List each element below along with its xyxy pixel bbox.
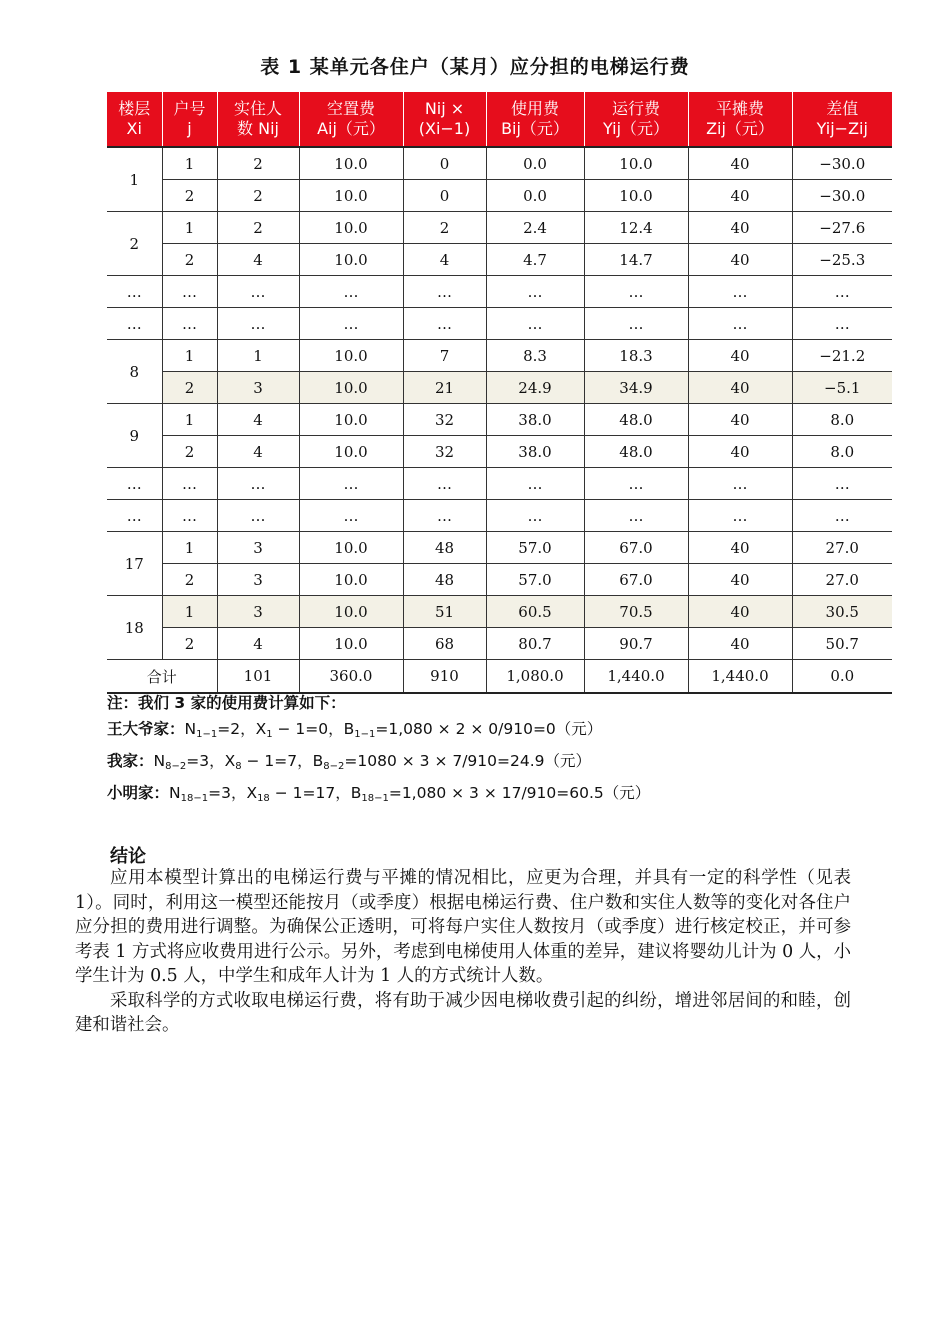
table-cell: 12.4	[584, 212, 688, 244]
table-cell: …	[162, 276, 217, 308]
table-cell: 2	[162, 372, 217, 404]
table-cell: 4	[217, 404, 299, 436]
conclusion-heading: 结论	[110, 846, 146, 867]
column-header-line: Nij ×	[424, 99, 465, 118]
table-cell: 40	[688, 372, 792, 404]
table-cell: 10.0	[299, 404, 403, 436]
table-cell: 40	[688, 147, 792, 180]
table-cell: 10.0	[299, 180, 403, 212]
note-name-mine: 我家：	[107, 752, 154, 770]
note-text: =2，X	[217, 720, 267, 738]
table-cell: 18.3	[584, 340, 688, 372]
table-cell: 10.0	[299, 564, 403, 596]
table-row	[107, 276, 892, 308]
table-title: 表 1 某单元各住户（某月）应分担的电梯运行费	[260, 56, 690, 78]
table-cell: …	[162, 308, 217, 340]
table-cell: −30.0	[792, 180, 892, 212]
table-cell: …	[217, 308, 299, 340]
table-row	[107, 500, 892, 532]
table-cell: 40	[688, 244, 792, 276]
note-line-wang	[107, 716, 650, 748]
table-cell: 8.3	[486, 340, 584, 372]
table-row	[107, 308, 892, 340]
table-cell: 10.0	[299, 596, 403, 628]
table-cell: …	[584, 500, 688, 532]
table-cell: 40	[688, 532, 792, 564]
note-subscript: 18	[257, 793, 270, 804]
column-header-line: 运行费	[611, 99, 660, 118]
table-cell: 1	[162, 340, 217, 372]
column-header	[162, 92, 217, 147]
table-cell: 10.0	[299, 340, 403, 372]
note-text: − 1=17，B	[269, 784, 362, 802]
column-header	[688, 92, 792, 147]
table-cell: …	[584, 468, 688, 500]
total-label: 合计	[107, 660, 217, 694]
table-cell: 27.0	[792, 564, 892, 596]
note-subscript: 8−2	[323, 761, 345, 772]
column-header-line: 空置费	[326, 99, 375, 118]
column-header-line: Bij（元）	[501, 119, 569, 138]
table-cell: …	[584, 308, 688, 340]
column-header-line: Yij−Zij	[816, 119, 868, 138]
table-cell: 32	[403, 436, 486, 468]
note-subscript: 1−1	[196, 729, 218, 740]
table-row	[107, 532, 892, 564]
column-header	[217, 92, 299, 147]
column-header	[792, 92, 892, 147]
table-cell: 48	[403, 532, 486, 564]
table-cell: 40	[688, 212, 792, 244]
conclusion-paragraph: 应用本模型计算出的电梯运行费与平摊的情况相比，应更为合理，并具有一定的科学性（见表 1）。同时，利用这一模型还能按月（或季度）根据电梯运行费、住户数和实住人数等的变化对各住户应分担的费用进行调整。为确保公正透明，可将每户实住人数按月（或季度）进行核定校正，并可参考表 1 方式将应收费用进行公示。另外，考虑到电梯使用人体重的差异，建议将婴幼儿计为 0 人，小学生计为 0.5 人，中学生和成年人计为 1 人的方式统计人数。	[75, 868, 851, 986]
table-cell: …	[299, 276, 403, 308]
table-cell: 1	[162, 532, 217, 564]
table-cell: …	[403, 500, 486, 532]
column-header-line: 使用费	[510, 99, 559, 118]
note-subscript: 18−1	[180, 793, 209, 804]
notes-heading: 注：我们 3 家的使用费计算如下：	[107, 694, 346, 712]
table-cell: 0.0	[486, 147, 584, 180]
table-cell: −5.1	[792, 372, 892, 404]
table-cell: 57.0	[486, 564, 584, 596]
note-subscript: 1	[266, 729, 273, 740]
calculation-notes	[107, 690, 650, 812]
table-cell: …	[403, 468, 486, 500]
table-cell: 1	[162, 596, 217, 628]
table-cell: …	[486, 308, 584, 340]
table-cell: 0.0	[486, 180, 584, 212]
table-row	[107, 180, 892, 212]
table-cell: 2	[217, 212, 299, 244]
column-header-line: Aij（元）	[317, 119, 385, 138]
column-header-line: 实住人	[233, 99, 282, 118]
table-cell: 2	[162, 564, 217, 596]
total-cell: 1,440.0	[688, 660, 792, 694]
table-cell: 10.0	[299, 147, 403, 180]
table-cell: 7	[403, 340, 486, 372]
table-cell: 40	[688, 564, 792, 596]
table-row	[107, 372, 892, 404]
table-cell: 2	[403, 212, 486, 244]
table-cell: 40	[688, 404, 792, 436]
column-header-line: (Xi−1)	[418, 119, 471, 138]
table-cell: 2	[162, 628, 217, 660]
total-cell: 1,440.0	[584, 660, 688, 694]
table-row	[107, 244, 892, 276]
table-cell: 10.0	[299, 372, 403, 404]
table-cell: −30.0	[792, 147, 892, 180]
table-cell: …	[584, 276, 688, 308]
note-text: =1,080 × 2 × 0/910=0（元）	[375, 720, 603, 738]
table-row	[107, 564, 892, 596]
table-cell: 3	[217, 596, 299, 628]
table-row	[107, 404, 892, 436]
note-subscript: 8−2	[165, 761, 187, 772]
floor-cell: 8	[107, 340, 162, 404]
table-cell: 10.0	[299, 436, 403, 468]
table-cell: …	[688, 276, 792, 308]
table-cell: …	[299, 500, 403, 532]
table-cell: …	[162, 500, 217, 532]
table-cell: …	[217, 276, 299, 308]
column-header-line: j	[187, 119, 192, 138]
table-row	[107, 628, 892, 660]
table-cell: 2	[162, 436, 217, 468]
note-subscript: 18−1	[361, 793, 389, 804]
total-row	[107, 660, 892, 694]
table-cell: 10.0	[299, 212, 403, 244]
note-line-mine	[107, 748, 650, 780]
table-cell: 4	[217, 244, 299, 276]
elevator-fee-table	[107, 92, 892, 694]
table-cell: 4	[217, 436, 299, 468]
table-cell: 40	[688, 180, 792, 212]
floor-cell: …	[107, 308, 162, 340]
table-header	[107, 92, 892, 147]
total-cell: 0.0	[792, 660, 892, 694]
table-cell: 57.0	[486, 532, 584, 564]
table-cell: 27.0	[792, 532, 892, 564]
note-text: − 1=0，B	[272, 720, 355, 738]
column-header-line: 楼层	[118, 99, 151, 118]
table-cell: …	[792, 468, 892, 500]
column-header-line: 数 Nij	[237, 119, 279, 138]
table-cell: 1	[162, 147, 217, 180]
table-row	[107, 468, 892, 500]
table-cell: …	[217, 468, 299, 500]
table-cell: …	[486, 468, 584, 500]
table-cell: 1	[217, 340, 299, 372]
table-cell: 68	[403, 628, 486, 660]
table-cell: 1	[162, 212, 217, 244]
floor-cell: 1	[107, 147, 162, 212]
note-text: N	[169, 784, 181, 802]
column-header	[107, 92, 162, 147]
table-cell: 4	[403, 244, 486, 276]
table-cell: 40	[688, 628, 792, 660]
table-cell: …	[486, 500, 584, 532]
note-text: N	[153, 752, 166, 770]
table-cell: 0	[403, 180, 486, 212]
note-text: N	[184, 720, 197, 738]
table-cell: 0	[403, 147, 486, 180]
table-cell: …	[299, 468, 403, 500]
column-header-line: 差值	[826, 99, 859, 118]
table-cell: …	[403, 276, 486, 308]
table-cell: −21.2	[792, 340, 892, 372]
note-name-xiaoming: 小明家：	[107, 784, 170, 802]
table-body	[107, 147, 892, 693]
table-cell: −27.6	[792, 212, 892, 244]
note-text: =3，X	[208, 784, 258, 802]
column-header	[299, 92, 403, 147]
table-cell: 21	[403, 372, 486, 404]
table-cell: 50.7	[792, 628, 892, 660]
total-cell: 910	[403, 660, 486, 694]
table-row	[107, 436, 892, 468]
table-cell: …	[486, 276, 584, 308]
table-cell: 40	[688, 436, 792, 468]
conclusion-body	[75, 866, 851, 1038]
note-subscript: 8	[235, 761, 242, 772]
total-cell: 101	[217, 660, 299, 694]
table-cell: …	[688, 468, 792, 500]
table-cell: 14.7	[584, 244, 688, 276]
table-cell: 1	[162, 404, 217, 436]
table-cell: 60.5	[486, 596, 584, 628]
table-cell: −25.3	[792, 244, 892, 276]
note-text: =1,080 × 3 × 17/910=60.5（元）	[388, 784, 651, 802]
table-cell: 90.7	[584, 628, 688, 660]
conclusion-paragraph: 采取科学的方式收取电梯运行费，将有助于减少因电梯收费引起的纠纷，增进邻居间的和睦，创建和谐社会。	[75, 990, 851, 1035]
table-cell: 8.0	[792, 404, 892, 436]
column-header-line: Yij（元）	[602, 119, 670, 138]
table-cell: 2	[217, 147, 299, 180]
table-cell: 2	[162, 180, 217, 212]
note-text: =3，X	[186, 752, 236, 770]
table-row	[107, 147, 892, 180]
table-cell: …	[162, 468, 217, 500]
table-cell: 3	[217, 532, 299, 564]
table-cell: 48	[403, 564, 486, 596]
column-header	[486, 92, 584, 147]
table-row	[107, 596, 892, 628]
table-cell: …	[217, 500, 299, 532]
table-cell: 48.0	[584, 404, 688, 436]
table-cell: 8.0	[792, 436, 892, 468]
table-cell: 80.7	[486, 628, 584, 660]
note-line-xiaoming	[107, 780, 650, 812]
column-header-line: 户号	[173, 99, 206, 118]
total-cell: 360.0	[299, 660, 403, 694]
column-header	[403, 92, 486, 147]
column-header-line: Zij（元）	[706, 119, 774, 138]
table-cell: 48.0	[584, 436, 688, 468]
table-row	[107, 340, 892, 372]
column-header-line: Xi	[126, 119, 142, 138]
table-cell: 30.5	[792, 596, 892, 628]
table-cell: …	[299, 308, 403, 340]
table-cell: …	[792, 276, 892, 308]
floor-cell: 18	[107, 596, 162, 660]
note-text: − 1=7，B	[241, 752, 324, 770]
table-cell: …	[792, 308, 892, 340]
note-name-wang: 王大爷家：	[107, 720, 185, 738]
table-cell: 3	[217, 372, 299, 404]
table-cell: 34.9	[584, 372, 688, 404]
table-cell: …	[792, 500, 892, 532]
column-header	[584, 92, 688, 147]
note-subscript: 1−1	[354, 729, 376, 740]
table-cell: 10.0	[584, 147, 688, 180]
table-row	[107, 212, 892, 244]
table-cell: 67.0	[584, 564, 688, 596]
table-cell: 24.9	[486, 372, 584, 404]
table-cell: 4	[217, 628, 299, 660]
table-cell: 70.5	[584, 596, 688, 628]
table-cell: 40	[688, 340, 792, 372]
table-cell: 32	[403, 404, 486, 436]
table-cell: 2	[162, 244, 217, 276]
table-cell: 10.0	[299, 628, 403, 660]
table-cell: 4.7	[486, 244, 584, 276]
floor-cell: …	[107, 276, 162, 308]
floor-cell: 9	[107, 404, 162, 468]
column-header-line: 平摊费	[715, 99, 764, 118]
table-cell: …	[403, 308, 486, 340]
table-cell: 67.0	[584, 532, 688, 564]
note-text: =1080 × 3 × 7/910=24.9（元）	[344, 752, 592, 770]
table-cell: 2	[217, 180, 299, 212]
table-cell: 2.4	[486, 212, 584, 244]
table-cell: 10.0	[299, 532, 403, 564]
table-cell: 38.0	[486, 436, 584, 468]
table-cell: 40	[688, 596, 792, 628]
table-cell: 3	[217, 564, 299, 596]
floor-cell: 17	[107, 532, 162, 596]
table-cell: 10.0	[584, 180, 688, 212]
table-cell: 10.0	[299, 244, 403, 276]
floor-cell: 2	[107, 212, 162, 276]
floor-cell: …	[107, 468, 162, 500]
table-cell: 51	[403, 596, 486, 628]
floor-cell: …	[107, 500, 162, 532]
total-cell: 1,080.0	[486, 660, 584, 694]
table-cell: …	[688, 308, 792, 340]
table-cell: 38.0	[486, 404, 584, 436]
table-cell: …	[688, 500, 792, 532]
